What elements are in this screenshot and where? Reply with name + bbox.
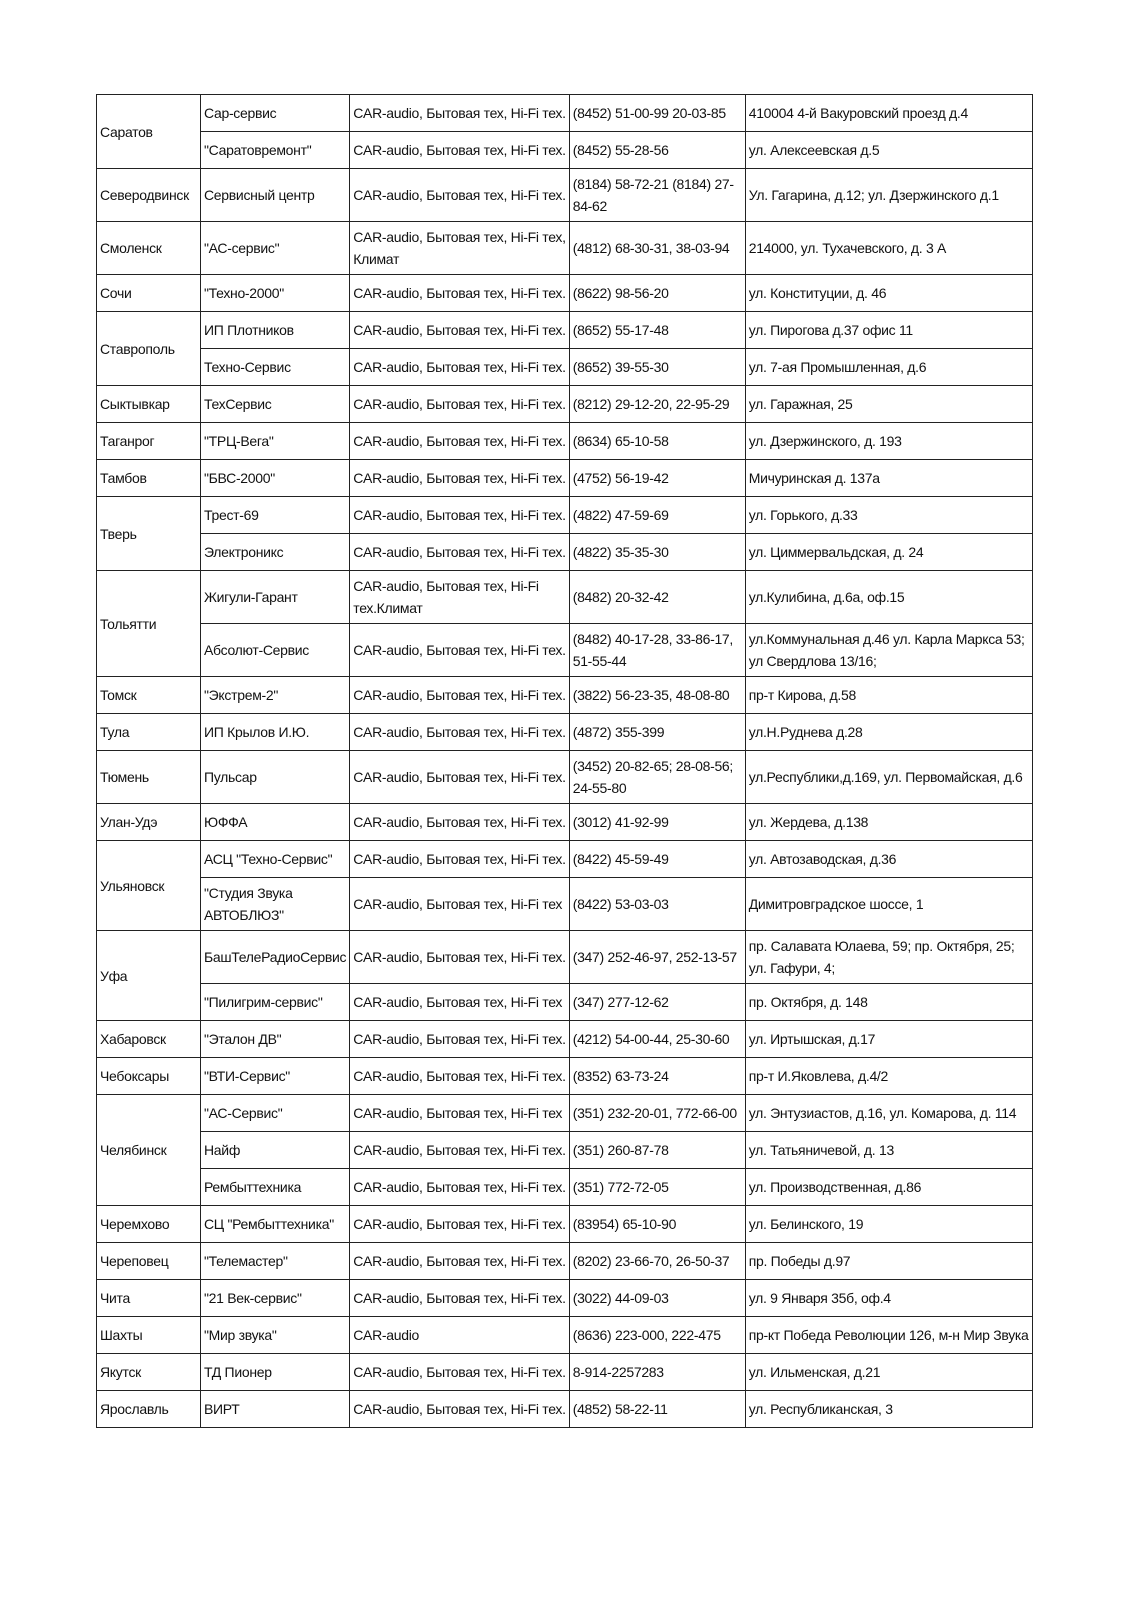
address-cell: ул. Ильменская, д.21 xyxy=(745,1354,1032,1391)
table-body xyxy=(97,95,1033,1428)
service-center-cell: "Экстрем-2" xyxy=(201,677,350,714)
phone-cell: (8184) 58-72-21 (8184) 27-84-62 xyxy=(569,169,745,222)
service-center-cell: "ВТИ-Сервис" xyxy=(201,1058,350,1095)
address-cell: ул. Автозаводская, д.36 xyxy=(745,841,1032,878)
address-cell: ул. Белинского, 19 xyxy=(745,1206,1032,1243)
address-cell: ул.Кулибина, д.6а, оф.15 xyxy=(745,571,1032,624)
address-cell: ул.Коммунальная д.46 ул. Карла Маркса 53; ул Свердлова 13/16; xyxy=(745,624,1032,677)
service-center-cell: "БВС-2000" xyxy=(201,460,350,497)
services-cell: CAR-audio, Бытовая тех, Hi-Fi тех xyxy=(350,878,569,931)
address-cell: пр. Октября, д. 148 xyxy=(745,984,1032,1021)
service-center-cell: Техно-Сервис xyxy=(201,349,350,386)
phone-cell: (3012) 41-92-99 xyxy=(569,804,745,841)
phone-cell: (8652) 39-55-30 xyxy=(569,349,745,386)
phone-cell: (3452) 20-82-65; 28-08-56; 24-55-80 xyxy=(569,751,745,804)
services-cell: CAR-audio, Бытовая тех, Hi-Fi тех. xyxy=(350,751,569,804)
services-cell: CAR-audio, Бытовая тех, Hi-Fi тех. xyxy=(350,714,569,751)
city-cell: Сочи xyxy=(97,275,201,312)
phone-cell: (8634) 65-10-58 xyxy=(569,423,745,460)
table-row xyxy=(97,931,1033,984)
services-cell: CAR-audio, Бытовая тех, Hi-Fi тех. xyxy=(350,1132,569,1169)
city-cell: Тамбов xyxy=(97,460,201,497)
services-cell: CAR-audio, Бытовая тех, Hi-Fi тех. xyxy=(350,931,569,984)
phone-cell: (8482) 40-17-28, 33-86-17, 51-55-44 xyxy=(569,624,745,677)
city-cell: Сыктывкар xyxy=(97,386,201,423)
phone-cell: (3822) 56-23-35, 48-08-80 xyxy=(569,677,745,714)
service-center-cell: Абсолют-Сервис xyxy=(201,624,350,677)
phone-cell: (4822) 47-59-69 xyxy=(569,497,745,534)
city-cell: Чебоксары xyxy=(97,1058,201,1095)
phone-cell: (83954) 65-10-90 xyxy=(569,1206,745,1243)
phone-cell: (8212) 29-12-20, 22-95-29 xyxy=(569,386,745,423)
city-cell: Тверь xyxy=(97,497,201,571)
services-cell: CAR-audio, Бытовая тех, Hi-Fi тех. xyxy=(350,1391,569,1428)
city-cell: Тула xyxy=(97,714,201,751)
services-cell: CAR-audio, Бытовая тех, Hi-Fi тех. xyxy=(350,386,569,423)
address-cell: ул. Татьяничевой, д. 13 xyxy=(745,1132,1032,1169)
city-cell: Улан-Удэ xyxy=(97,804,201,841)
service-center-cell: "Эталон ДВ" xyxy=(201,1021,350,1058)
table-row xyxy=(97,984,1033,1021)
service-center-cell: БашТелеРадиоСервис xyxy=(201,931,350,984)
address-cell: ул. Циммервальдская, д. 24 xyxy=(745,534,1032,571)
phone-cell: (8352) 63-73-24 xyxy=(569,1058,745,1095)
table-row xyxy=(97,312,1033,349)
services-cell: CAR-audio, Бытовая тех, Hi-Fi тех. xyxy=(350,841,569,878)
city-cell: Черемхово xyxy=(97,1206,201,1243)
services-cell: CAR-audio xyxy=(350,1317,569,1354)
service-center-cell: Электроникс xyxy=(201,534,350,571)
table-row xyxy=(97,677,1033,714)
services-cell: CAR-audio, Бытовая тех, Hi-Fi тех. xyxy=(350,1169,569,1206)
phone-cell: (8202) 23-66-70, 26-50-37 xyxy=(569,1243,745,1280)
phone-cell: (8452) 51-00-99 20-03-85 xyxy=(569,95,745,132)
city-cell: Томск xyxy=(97,677,201,714)
address-cell: пр. Салавата Юлаева, 59; пр. Октября, 25; ул. Гафури, 4; xyxy=(745,931,1032,984)
phone-cell: (4852) 58-22-11 xyxy=(569,1391,745,1428)
address-cell: пр-т Кирова, д.58 xyxy=(745,677,1032,714)
phone-cell: (4752) 56-19-42 xyxy=(569,460,745,497)
city-cell: Тольятти xyxy=(97,571,201,677)
table-row xyxy=(97,841,1033,878)
phone-cell: (8422) 53-03-03 xyxy=(569,878,745,931)
address-cell: ул. Производственная, д.86 xyxy=(745,1169,1032,1206)
services-cell: CAR-audio, Бытовая тех, Hi-Fi тех. xyxy=(350,1243,569,1280)
address-cell: ул. 7-ая Промышленная, д.6 xyxy=(745,349,1032,386)
services-cell: CAR-audio, Бытовая тех, Hi-Fi тех. xyxy=(350,275,569,312)
service-center-cell: ВИРТ xyxy=(201,1391,350,1428)
table-row xyxy=(97,349,1033,386)
table-row xyxy=(97,95,1033,132)
city-cell: Ставрополь xyxy=(97,312,201,386)
address-cell: Ул. Гагарина, д.12; ул. Дзержинского д.1 xyxy=(745,169,1032,222)
table-row xyxy=(97,1095,1033,1132)
services-cell: CAR-audio, Бытовая тех, Hi-Fi тех. xyxy=(350,677,569,714)
address-cell: ул. Конституции, д. 46 xyxy=(745,275,1032,312)
address-cell: ул. Пирогова д.37 офис 11 xyxy=(745,312,1032,349)
service-center-cell: АСЦ "Техно-Сервис" xyxy=(201,841,350,878)
service-center-cell: СЦ "Рембыттехника" xyxy=(201,1206,350,1243)
phone-cell: (8422) 45-59-49 xyxy=(569,841,745,878)
phone-cell: 8-914-2257283 xyxy=(569,1354,745,1391)
city-cell: Хабаровск xyxy=(97,1021,201,1058)
address-cell: Димитровградское шоссе, 1 xyxy=(745,878,1032,931)
address-cell: ул. Иртышская, д.17 xyxy=(745,1021,1032,1058)
city-cell: Северодвинск xyxy=(97,169,201,222)
services-cell: CAR-audio, Бытовая тех, Hi-Fi тех. xyxy=(350,1058,569,1095)
service-center-cell: "Телемастер" xyxy=(201,1243,350,1280)
services-cell: CAR-audio, Бытовая тех, Hi-Fi тех. xyxy=(350,497,569,534)
city-cell: Шахты xyxy=(97,1317,201,1354)
table-row xyxy=(97,1206,1033,1243)
service-center-cell: "Саратовремонт" xyxy=(201,132,350,169)
city-cell: Якутск xyxy=(97,1354,201,1391)
phone-cell: (3022) 44-09-03 xyxy=(569,1280,745,1317)
address-cell: пр-т И.Яковлева, д.4/2 xyxy=(745,1058,1032,1095)
address-cell: ул.Республики,д.169, ул. Первомайская, д.6 xyxy=(745,751,1032,804)
phone-cell: (4812) 68-30-31, 38-03-94 xyxy=(569,222,745,275)
table-row xyxy=(97,497,1033,534)
table-row xyxy=(97,571,1033,624)
service-center-cell: Жигули-Гарант xyxy=(201,571,350,624)
table-row xyxy=(97,1391,1033,1428)
phone-cell: (4872) 355-399 xyxy=(569,714,745,751)
service-center-cell: Трест-69 xyxy=(201,497,350,534)
address-cell: пр-кт Победа Революции 126, м-н Мир Звука xyxy=(745,1317,1032,1354)
table-row xyxy=(97,386,1033,423)
address-cell: ул. 9 Января 35б, оф.4 xyxy=(745,1280,1032,1317)
table-row xyxy=(97,1354,1033,1391)
service-center-cell: "АС-Сервис" xyxy=(201,1095,350,1132)
address-cell: ул. Горького, д.33 xyxy=(745,497,1032,534)
table-row xyxy=(97,1243,1033,1280)
service-center-cell: "21 Век-сервис" xyxy=(201,1280,350,1317)
phone-cell: (351) 772-72-05 xyxy=(569,1169,745,1206)
services-cell: CAR-audio, Бытовая тех, Hi-Fi тех. xyxy=(350,312,569,349)
service-center-cell: "Пилигрим-сервис" xyxy=(201,984,350,1021)
table-row xyxy=(97,460,1033,497)
city-cell: Ярославль xyxy=(97,1391,201,1428)
phone-cell: (4822) 35-35-30 xyxy=(569,534,745,571)
address-cell: 214000, ул. Тухачевского, д. 3 А xyxy=(745,222,1032,275)
services-cell: CAR-audio, Бытовая тех, Hi-Fi тех. xyxy=(350,349,569,386)
table-row xyxy=(97,1169,1033,1206)
city-cell: Таганрог xyxy=(97,423,201,460)
service-centers-table xyxy=(96,94,1033,1428)
phone-cell: (351) 232-20-01, 772-66-00 xyxy=(569,1095,745,1132)
services-cell: CAR-audio, Бытовая тех, Hi-Fi тех. xyxy=(350,1021,569,1058)
services-cell: CAR-audio, Бытовая тех, Hi-Fi тех. xyxy=(350,169,569,222)
services-cell: CAR-audio, Бытовая тех, Hi-Fi тех.Климат xyxy=(350,571,569,624)
phone-cell: (8636) 223-000, 222-475 xyxy=(569,1317,745,1354)
service-center-cell: Найф xyxy=(201,1132,350,1169)
phone-cell: (8452) 55-28-56 xyxy=(569,132,745,169)
table-row xyxy=(97,878,1033,931)
city-cell: Уфа xyxy=(97,931,201,1021)
table-row xyxy=(97,534,1033,571)
phone-cell: (8622) 98-56-20 xyxy=(569,275,745,312)
city-cell: Смоленск xyxy=(97,222,201,275)
table-row xyxy=(97,1317,1033,1354)
services-cell: CAR-audio, Бытовая тех, Hi-Fi тех. xyxy=(350,423,569,460)
phone-cell: (347) 252-46-97, 252-13-57 xyxy=(569,931,745,984)
services-cell: CAR-audio, Бытовая тех, Hi-Fi тех. xyxy=(350,534,569,571)
services-cell: CAR-audio, Бытовая тех, Hi-Fi тех. xyxy=(350,624,569,677)
services-cell: CAR-audio, Бытовая тех, Hi-Fi тех. xyxy=(350,460,569,497)
service-center-cell: ТехСервис xyxy=(201,386,350,423)
table-row xyxy=(97,423,1033,460)
address-cell: 410004 4-й Вакуровский проезд д.4 xyxy=(745,95,1032,132)
services-cell: CAR-audio, Бытовая тех, Hi-Fi тех. xyxy=(350,1354,569,1391)
table-row xyxy=(97,804,1033,841)
address-cell: пр. Победы д.97 xyxy=(745,1243,1032,1280)
service-center-cell: ТД Пионер xyxy=(201,1354,350,1391)
address-cell: ул. Алексеевская д.5 xyxy=(745,132,1032,169)
phone-cell: (347) 277-12-62 xyxy=(569,984,745,1021)
services-cell: CAR-audio, Бытовая тех, Hi-Fi тех xyxy=(350,984,569,1021)
services-cell: CAR-audio, Бытовая тех, Hi-Fi тех. xyxy=(350,1280,569,1317)
city-cell: Челябинск xyxy=(97,1095,201,1206)
service-center-cell: Рембыттехника xyxy=(201,1169,350,1206)
service-center-cell: ИП Крылов И.Ю. xyxy=(201,714,350,751)
table-row xyxy=(97,751,1033,804)
service-center-cell: Сервисный центр xyxy=(201,169,350,222)
service-center-cell: Пульсар xyxy=(201,751,350,804)
address-cell: ул. Гаражная, 25 xyxy=(745,386,1032,423)
address-cell: ул. Энтузиастов, д.16, ул. Комарова, д. 114 xyxy=(745,1095,1032,1132)
service-center-cell: "Студия Звука АВТОБЛЮЗ" xyxy=(201,878,350,931)
phone-cell: (4212) 54-00-44, 25-30-60 xyxy=(569,1021,745,1058)
address-cell: ул. Республиканская, 3 xyxy=(745,1391,1032,1428)
table-row xyxy=(97,1280,1033,1317)
phone-cell: (8652) 55-17-48 xyxy=(569,312,745,349)
table-row xyxy=(97,169,1033,222)
phone-cell: (351) 260-87-78 xyxy=(569,1132,745,1169)
services-cell: CAR-audio, Бытовая тех, Hi-Fi тех. xyxy=(350,1206,569,1243)
address-cell: ул. Жердева, д.138 xyxy=(745,804,1032,841)
table-row xyxy=(97,1058,1033,1095)
table-row xyxy=(97,132,1033,169)
service-center-cell: "ТРЦ-Вега" xyxy=(201,423,350,460)
services-cell: CAR-audio, Бытовая тех, Hi-Fi тех. xyxy=(350,804,569,841)
table-row xyxy=(97,1132,1033,1169)
address-cell: Мичуринская д. 137а xyxy=(745,460,1032,497)
service-center-cell: ЮФФА xyxy=(201,804,350,841)
city-cell: Череповец xyxy=(97,1243,201,1280)
service-center-cell: "Техно-2000" xyxy=(201,275,350,312)
service-center-cell: "Мир звука" xyxy=(201,1317,350,1354)
service-center-cell: ИП Плотников xyxy=(201,312,350,349)
city-cell: Саратов xyxy=(97,95,201,169)
table-row xyxy=(97,624,1033,677)
service-center-cell: Сар-сервис xyxy=(201,95,350,132)
address-cell: ул. Дзержинского, д. 193 xyxy=(745,423,1032,460)
address-cell: ул.Н.Руднева д.28 xyxy=(745,714,1032,751)
city-cell: Тюмень xyxy=(97,751,201,804)
table-row xyxy=(97,222,1033,275)
table-row xyxy=(97,1021,1033,1058)
services-cell: CAR-audio, Бытовая тех, Hi-Fi тех. xyxy=(350,95,569,132)
table-row xyxy=(97,714,1033,751)
city-cell: Чита xyxy=(97,1280,201,1317)
services-cell: CAR-audio, Бытовая тех, Hi-Fi тех. xyxy=(350,132,569,169)
table-row xyxy=(97,275,1033,312)
phone-cell: (8482) 20-32-42 xyxy=(569,571,745,624)
city-cell: Ульяновск xyxy=(97,841,201,931)
services-cell: CAR-audio, Бытовая тех, Hi-Fi тех xyxy=(350,1095,569,1132)
service-center-cell: "АС-сервис" xyxy=(201,222,350,275)
services-cell: CAR-audio, Бытовая тех, Hi-Fi тех, Климат xyxy=(350,222,569,275)
